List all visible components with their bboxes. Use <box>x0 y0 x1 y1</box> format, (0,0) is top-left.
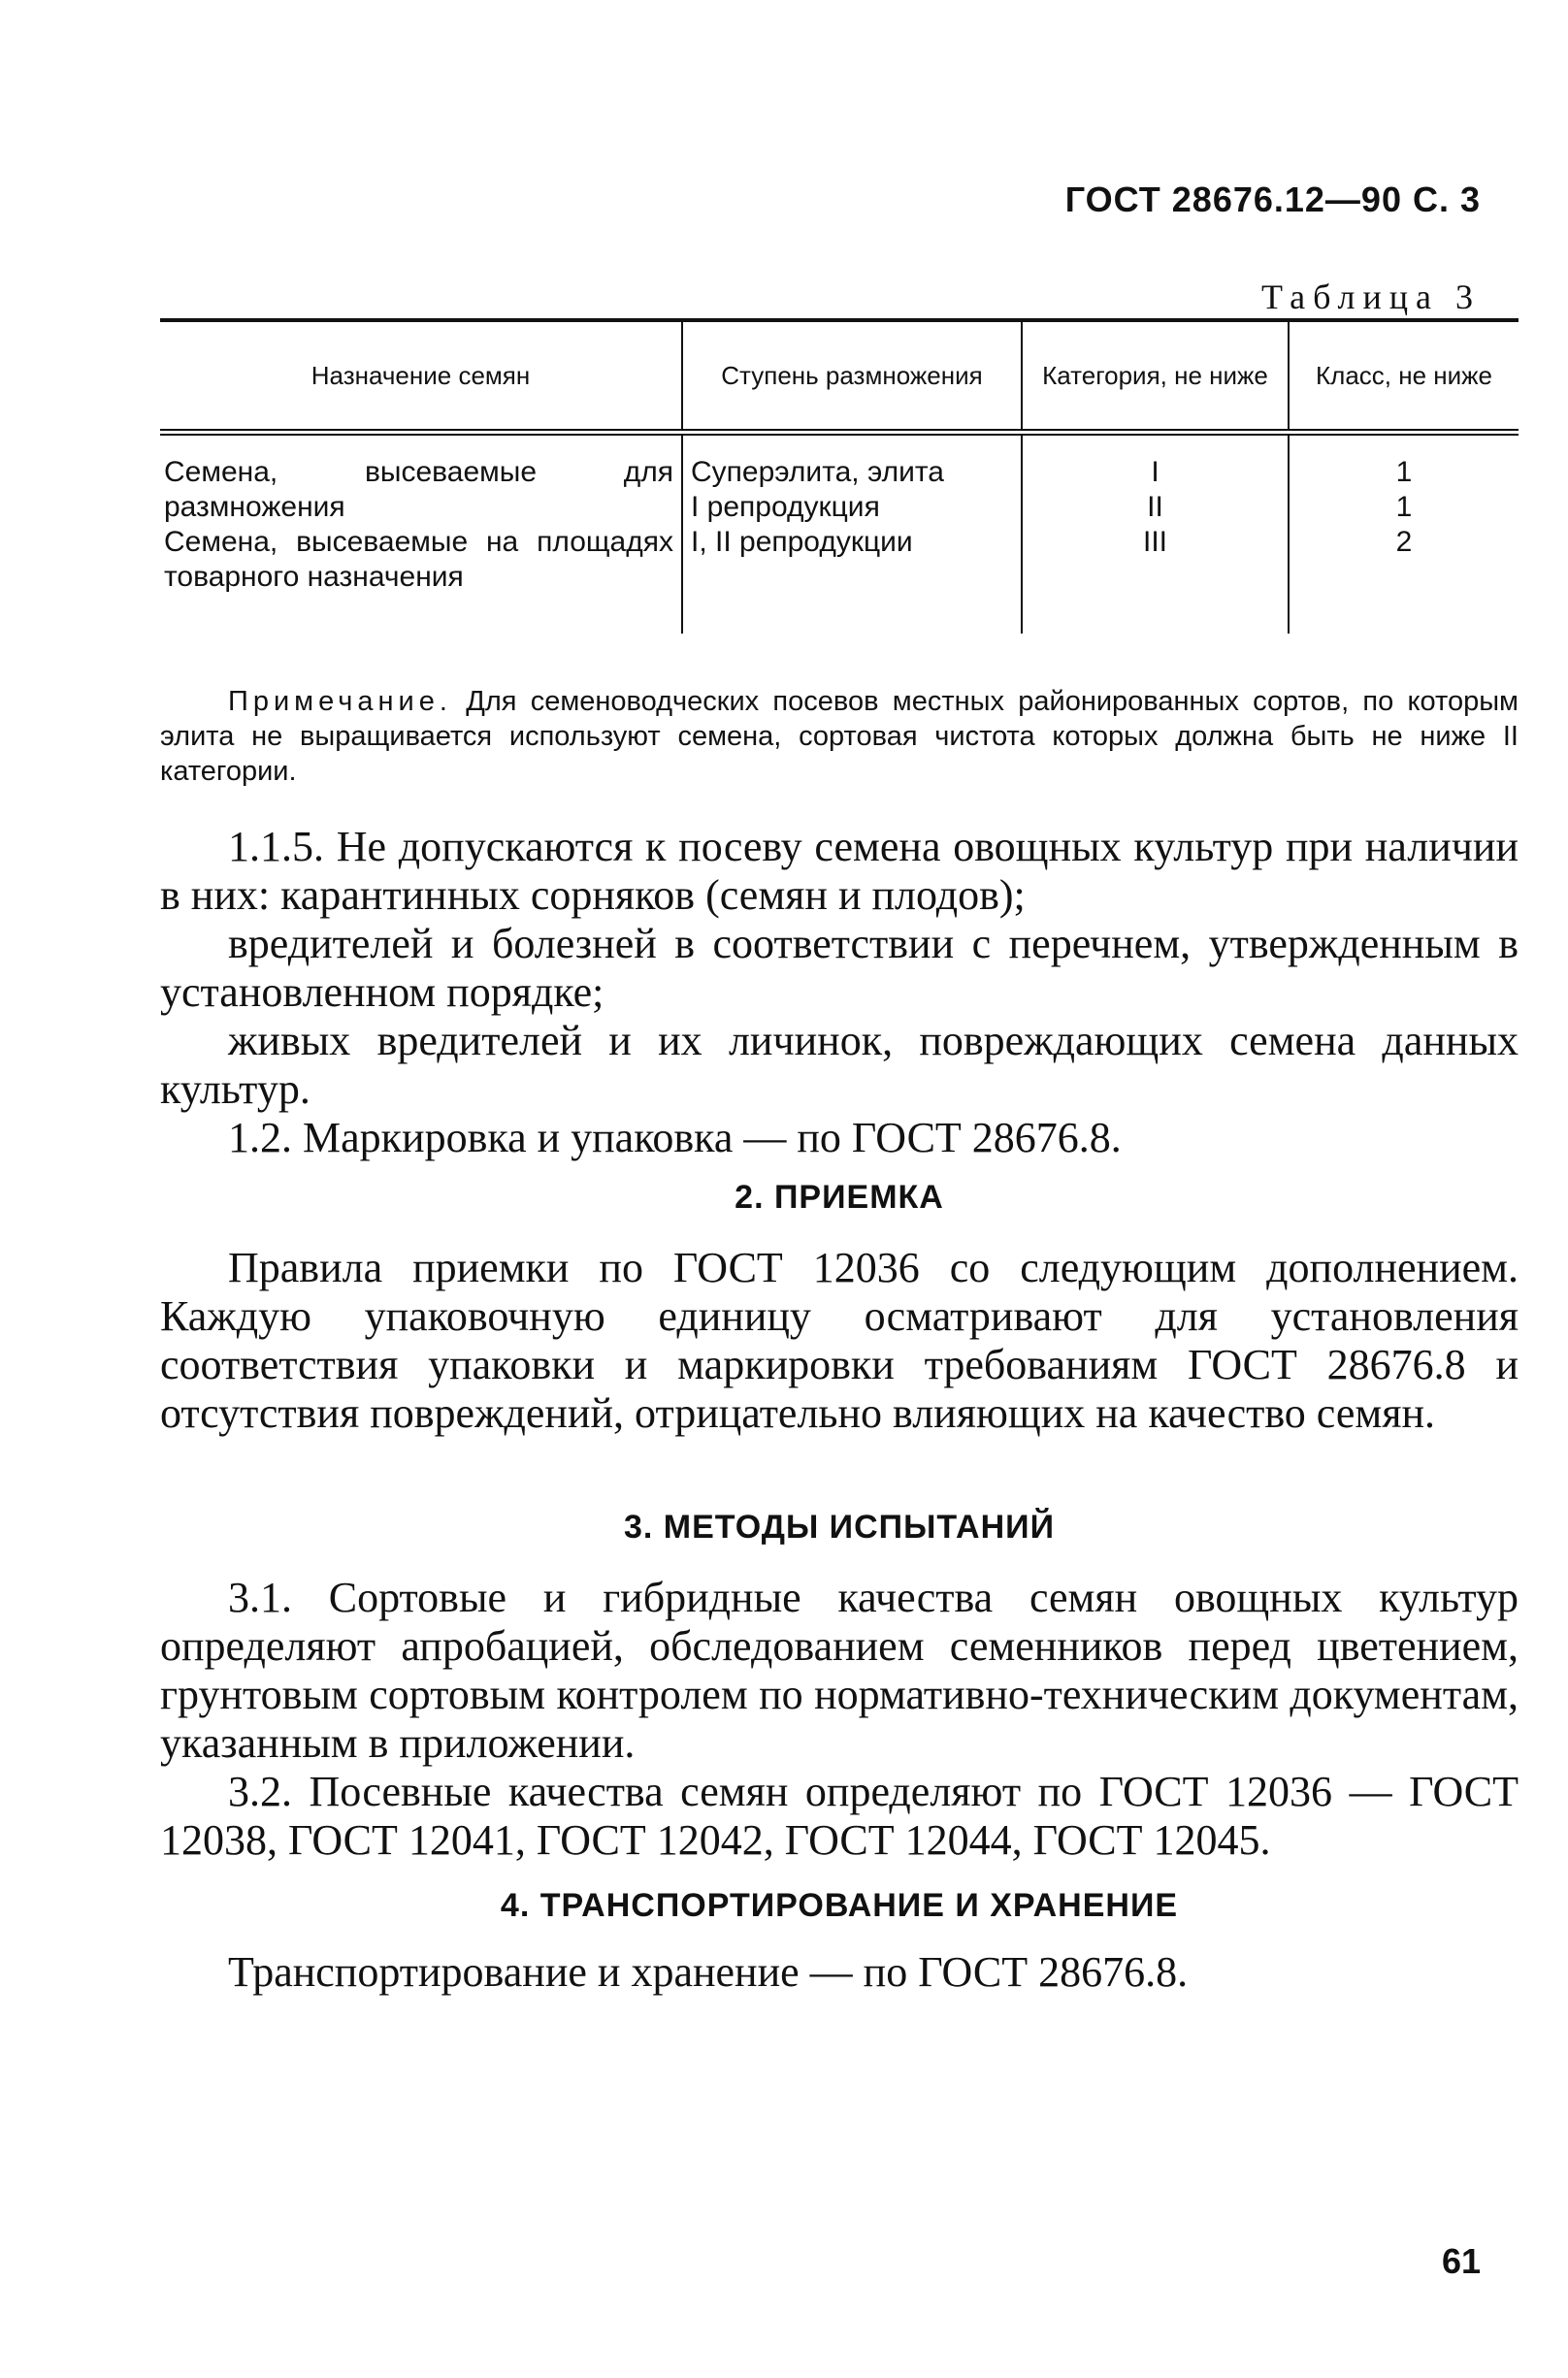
section-4-text <box>160 1948 1519 1997</box>
table-row <box>160 436 1519 634</box>
section-heading-test-methods: 3. МЕТОДЫ ИСПЫТАНИЙ <box>624 1509 1055 1546</box>
category-row-1b: II <box>1147 491 1163 523</box>
class-row-2: 2 <box>1395 526 1413 558</box>
cell-class <box>1289 436 1519 634</box>
paragraph: живых вредителей и их личинок, повреждающих семена данных культур. <box>160 1017 1519 1113</box>
paragraph: 1.2. Маркировка и упаковка — по ГОСТ 28676.8. <box>228 1114 1122 1161</box>
table-caption: Таблица 3 <box>1261 277 1481 316</box>
column-header-category: Категория, не ниже <box>1022 322 1289 429</box>
page-header: ГОСТ 28676.12—90 С. 3 <box>1064 179 1481 219</box>
column-header-class: Класс, не ниже <box>1289 322 1519 429</box>
table-header-row <box>160 322 1519 429</box>
note-label: Примечание. <box>228 686 452 717</box>
section-2-text <box>160 1244 1519 1438</box>
cell-category <box>1022 436 1289 634</box>
column-header-purpose: Назначение семян <box>310 361 531 390</box>
section-heading-transport: 4. ТРАНСПОРТИРОВАНИЕ И ХРАНЕНИЕ <box>500 1887 1179 1924</box>
section-1-text <box>160 823 1519 1162</box>
category-row-2: III <box>1142 526 1167 558</box>
page-number: 61 <box>1441 2241 1481 2281</box>
section-heading-acceptance: 2. ПРИЕМКА <box>735 1179 944 1216</box>
paragraph: вредителей и болезней в соответствии с перечнем, утвержденным в установленном порядке; <box>160 920 1519 1016</box>
class-row-1: 1 <box>1395 456 1413 488</box>
paragraph: Правила приемки по ГОСТ 12036 со следующим дополнением. Каждую упаковочную единицу осматривают для установления соответствия упаковки и маркировки требованиям ГОСТ 28676.8 и отсутствия повреждений, отрицательно влияющих на качество семян. <box>160 1244 1519 1437</box>
class-row-1b: 1 <box>1395 491 1413 523</box>
stage-row-1: Суперэлита, элита <box>691 456 944 488</box>
cell-purpose <box>160 436 682 634</box>
paragraph: Транспортирование и хранение — по ГОСТ 28676.8. <box>228 1948 1189 1996</box>
category-row-1: I <box>1151 456 1160 488</box>
stage-row-2: I, II репродукции <box>691 526 913 558</box>
table-note <box>160 684 1519 789</box>
paragraph: 3.1. Сортовые и гибридные качества семян овощных культур определяют апробацией, обследованием семенников перед цветением, грунтовым сортовым контролем по нормативно-техническим документам, указанным в приложении. <box>160 1574 1519 1767</box>
note-text: Для семеноводческих посевов местных районированных сортов, по которым элита не выращивается используют семена, сортовая чистота которых должна быть не ниже II категории. <box>160 686 1519 787</box>
section-3-text <box>160 1574 1519 1865</box>
paragraph: 1.1.5. Не допускаются к посеву семена овощных культур при наличии в них: карантинных сорняков (семян и плодов); <box>160 823 1519 919</box>
purpose-row-1: Семена, высеваемые для размножения <box>164 456 673 523</box>
seed-table <box>160 318 1519 634</box>
paragraph: 3.2. Посевные качества семян определяют по ГОСТ 12036 — ГОСТ 12038, ГОСТ 12041, ГОСТ 12042, ГОСТ 12044, ГОСТ 12045. <box>160 1768 1519 1864</box>
stage-row-1b: I репродукция <box>691 491 880 523</box>
cell-stage <box>682 436 1022 634</box>
column-header-stage: Ступень размножения <box>682 322 1022 429</box>
table-header-rule <box>160 429 1519 436</box>
purpose-row-2: Семена, высеваемые на площадях товарного назначения <box>164 526 673 593</box>
